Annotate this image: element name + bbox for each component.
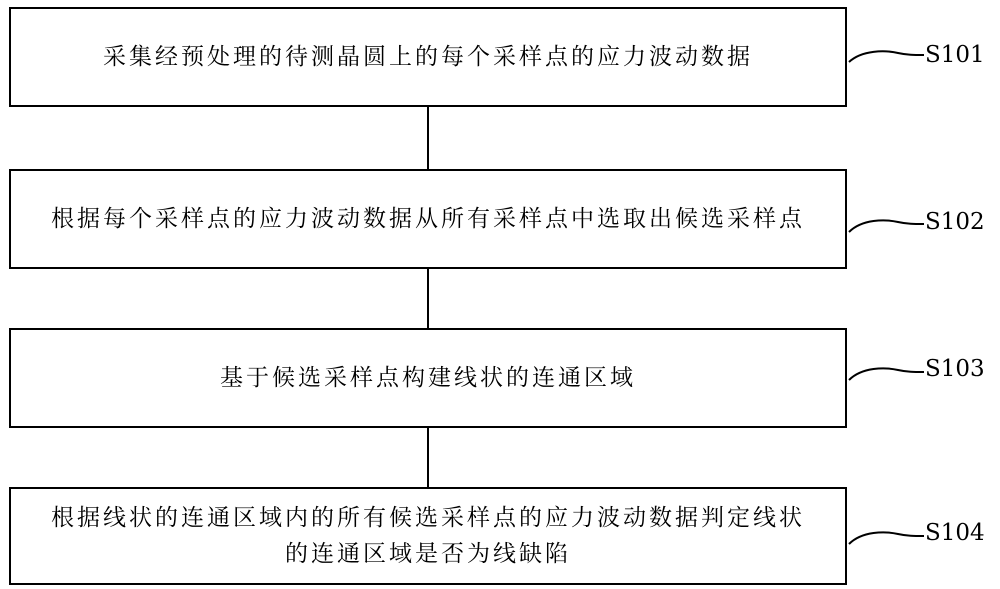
leader-line-s103 [849, 368, 924, 380]
step-label-s102: S102 [925, 209, 985, 235]
leader-line-s102 [849, 220, 924, 232]
step-text-s104: 根据线状的连通区域内的所有候选采样点的应力波动数据判定线状的连通区域是否为线缺陷 [51, 505, 805, 567]
step-label-s103: S103 [925, 356, 985, 382]
connector-line-s103-s104 [427, 428, 429, 487]
step-text-s102: 根据每个采样点的应力波动数据从所有采样点中选取出候选采样点 [51, 206, 805, 232]
connector-line-s102-s103 [427, 269, 429, 328]
leader-line-s104 [849, 532, 924, 544]
step-text-s101: 采集经预处理的待测晶圆上的每个采样点的应力波动数据 [103, 44, 753, 70]
step-text-s103: 基于候选采样点构建线状的连通区域 [220, 365, 636, 391]
step-label-s104: S104 [925, 520, 985, 546]
step-label-s101: S101 [925, 42, 985, 68]
step-box-s101 [9, 7, 847, 107]
step-box-s103 [9, 328, 847, 428]
leader-line-s101 [849, 51, 924, 62]
connector-line-s101-s102 [427, 107, 429, 169]
step-box-s102 [9, 169, 847, 269]
step-box-s104 [9, 487, 847, 585]
